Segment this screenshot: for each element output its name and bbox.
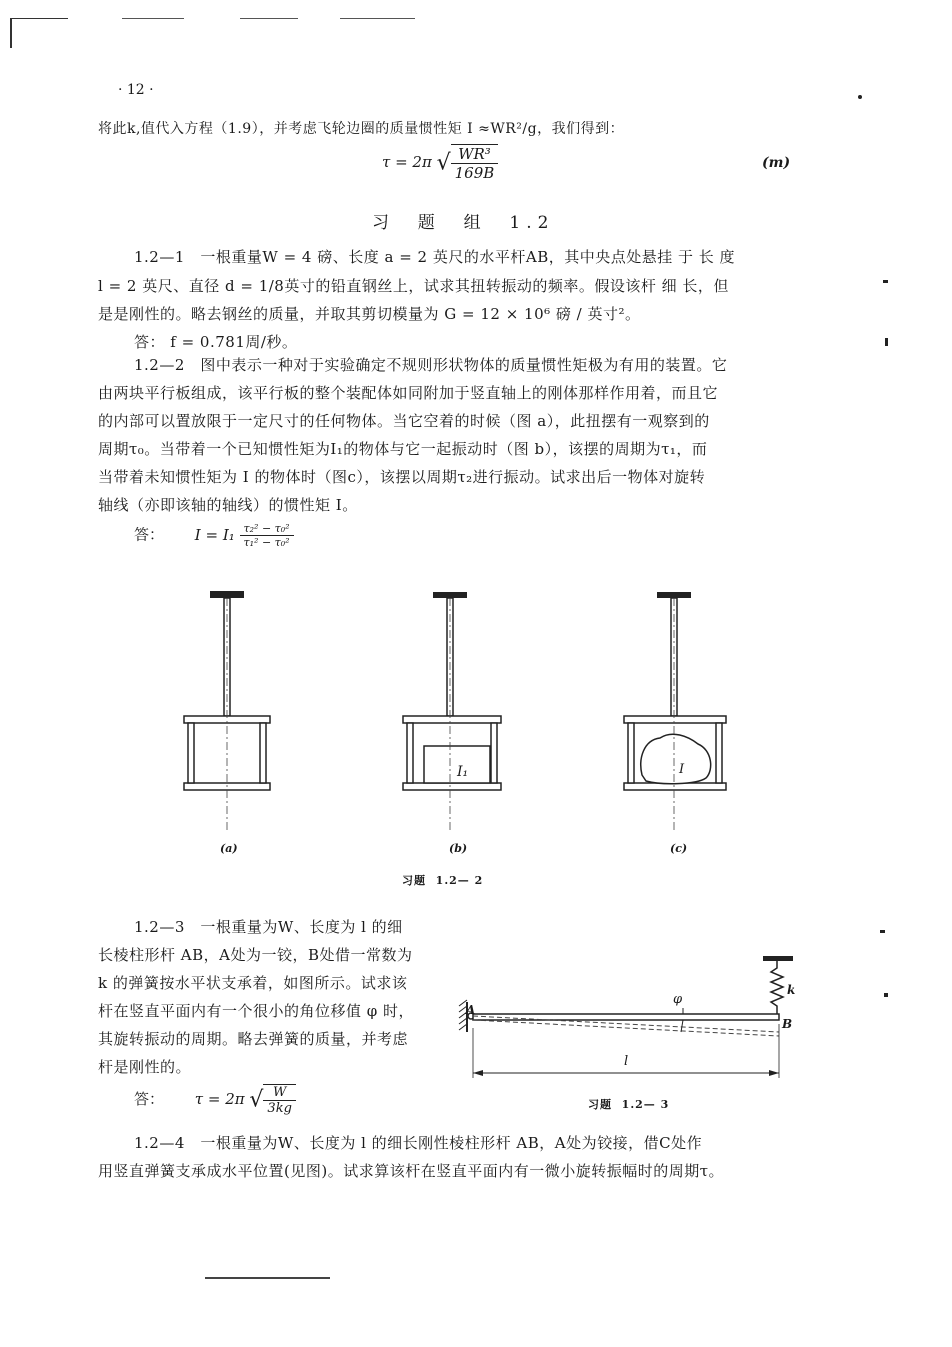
- figure-1-2-2: [160, 580, 780, 870]
- formula-m-denominator: 169B: [454, 164, 495, 182]
- problem-2-answer-label: 答：: [134, 525, 165, 544]
- problem-1-answer: 答： f = 0.781周/秒。: [134, 333, 298, 351]
- figure-c-label: (c): [670, 842, 688, 855]
- problem-2-line-4: 周期τ₀。当带着一个已知惯性矩为I₁的物体与它一起振动时（图 b），该摆的周期为τ₁，而: [98, 440, 708, 458]
- intro-line: 将此k,值代入方程（1.9），并考虑飞轮边圈的质量惯性矩 I ≈WR²/g，我们得到：: [98, 121, 625, 137]
- problem-2-answer-denominator: τ₁² − τ₀²: [243, 536, 290, 549]
- problem-3-line-5: 其旋转振动的周期。略去弹簧的质量，并考虑: [98, 1030, 409, 1048]
- problem-3-answer: 答： τ = 2π √ $\frac{W}{3kg}$: [134, 1084, 296, 1116]
- problem-2-answer-numerator: τ₂² − τ₀²: [240, 522, 294, 536]
- problem-2-line-1: 1.2—2 图中表示一种对于实验确定不规则形状物体的质量惯性矩极为有用的装置。它: [134, 356, 728, 374]
- problem-3-answer-denominator: 3kg: [267, 1101, 292, 1116]
- problem-3-line-4: 杆在竖直平面内有一个很小的角位移值 φ 时，: [98, 1002, 415, 1020]
- problem-1-line-1: 1.2—1 一根重量W = 4 磅、长度 a = 2 英尺的水平杆AB，其中央点处悬挂 于 长 度: [134, 248, 736, 266]
- scan-artifact-bottom: [205, 1277, 330, 1279]
- figure-b: [403, 592, 501, 830]
- formula-m-lhs: τ = 2π: [382, 153, 432, 171]
- problem-3-line-1: 1.2—3 一根重量为W、长度为 l 的细: [134, 918, 403, 936]
- problem-2-answer: [134, 522, 294, 549]
- figure-1-2-3-caption: 习题 1.2— 3: [588, 1098, 670, 1111]
- figure-a-label: (a): [220, 842, 238, 855]
- figure-1-2-2-caption: 习题 1.2— 2: [402, 874, 484, 887]
- problem-3-line-3: k 的弹簧按水平状支承着，如图所示。试求该: [98, 974, 408, 992]
- problem-3-answer-label: 答：: [134, 1090, 165, 1108]
- figure-1-2-3-label-l: l: [624, 1054, 629, 1069]
- problem-3-answer-numerator: W: [263, 1085, 295, 1101]
- formula-m: τ = 2π √ $\frac{\text{WR³}}{169B}$: [382, 144, 498, 182]
- figure-1-2-3-label-a: A: [466, 1003, 476, 1017]
- scan-artifact-top: [340, 18, 415, 19]
- problem-2-line-3: 的内部可以置放限于一定尺寸的任何物体。当它空着的时候（图 a），此扭摆有一观察到的: [98, 412, 710, 430]
- figure-c: [624, 592, 726, 830]
- scan-speck: [858, 95, 862, 99]
- scan-speck: [880, 930, 885, 933]
- scan-artifact-top: [10, 18, 68, 19]
- section-title: 习 题 组 1.2: [372, 213, 555, 233]
- figure-b-mass-label: I₁: [457, 764, 469, 780]
- scan-artifact-top: [240, 18, 298, 19]
- problem-3-line-6: 杆是刚性的。: [98, 1058, 192, 1076]
- figure-1-2-3-label-b: B: [782, 1017, 793, 1031]
- scan-artifact-top: [122, 18, 184, 19]
- problem-3-line-2: 长棱柱形杆 AB，A处为一铰，B处借一常数为: [98, 946, 413, 964]
- page-number: · 12 ·: [118, 82, 154, 98]
- problem-2-line-2: 由两块平行板组成，该平行板的整个装配体如同附加于竖直轴上的刚体那样作用着，而且它: [98, 384, 719, 402]
- scan-speck: [884, 993, 888, 997]
- figure-c-mass-label: I: [679, 762, 685, 777]
- formula-m-numerator: WR³: [451, 145, 499, 164]
- problem-2-answer-lhs: I = I₁: [194, 525, 235, 544]
- formula-m-label: (m): [762, 155, 791, 171]
- scan-artifact-top: [10, 18, 12, 48]
- scan-speck: [885, 338, 888, 346]
- problem-2-line-6: 轴线（亦即该轴的轴线）的惯性矩 I。: [98, 496, 358, 514]
- problem-3-answer-lhs: τ = 2π: [194, 1090, 245, 1108]
- problem-1-line-3: 是是刚性的。略去钢丝的质量，并取其剪切模量为 G = 12 × 10⁶ 磅 / 英寸²。: [98, 305, 641, 323]
- problem-2-line-5: 当带着未知惯性矩为 I 的物体时（图c），该摆以周期τ₂进行振动。试求出后一物体对旋转: [98, 468, 706, 486]
- figure-1-2-3-label-phi: φ: [673, 992, 683, 1007]
- scan-speck: [883, 280, 888, 283]
- figure-b-label: (b): [449, 842, 468, 855]
- problem-4-line-2: 用竖直弹簧支承成水平位置(见图)。试求算该杆在竖直平面内有一微小旋转振幅时的周期τ。: [98, 1162, 725, 1180]
- figure-1-2-3-label-k: k: [787, 983, 796, 997]
- problem-1-line-2: l = 2 英尺、直径 d = 1/8英寸的铅直钢丝上，试求其扭转振动的频率。假设该杆 细 长，但: [98, 277, 729, 295]
- problem-4-line-1: 1.2—4 一根重量为W、长度为 l 的细长刚性棱柱形杆 AB，A处为铰接，借C处作: [134, 1134, 703, 1152]
- figure-a: [184, 592, 270, 830]
